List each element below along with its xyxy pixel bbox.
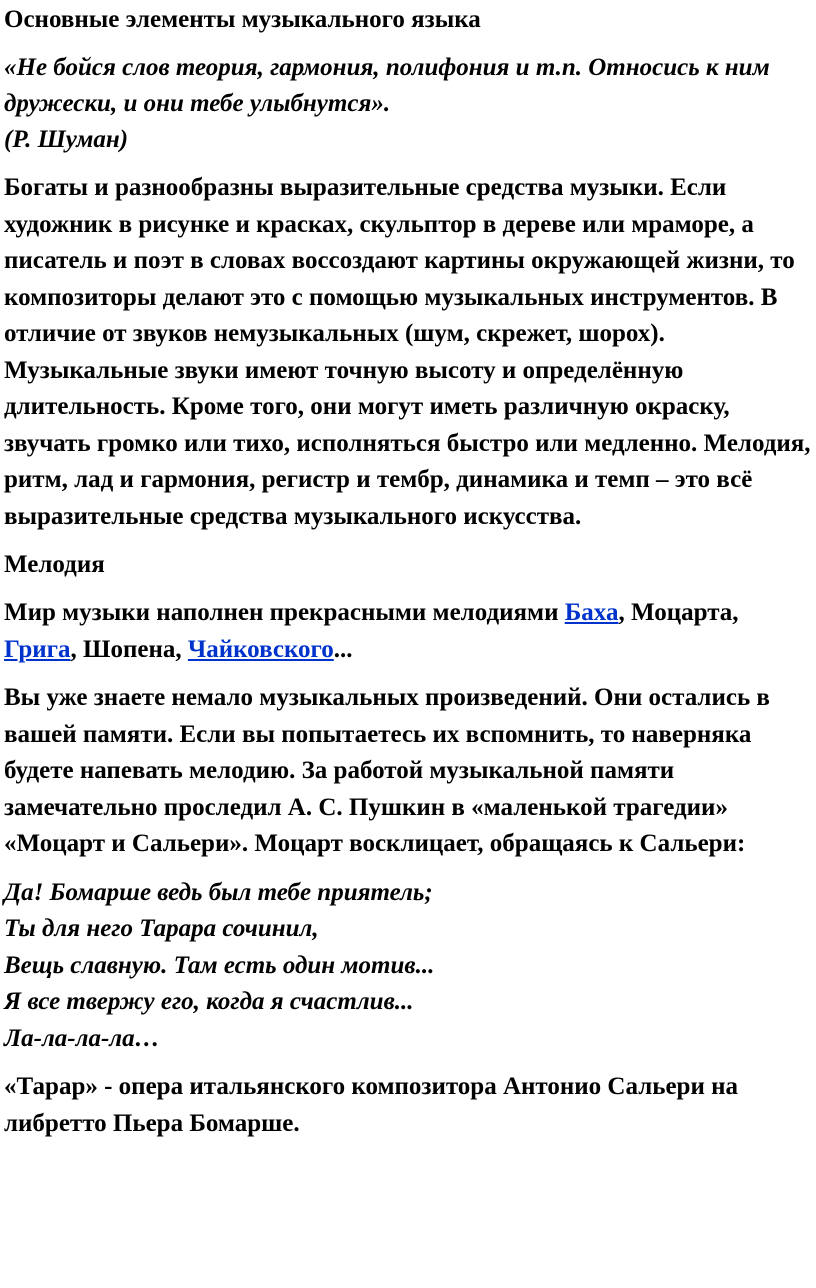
melody-text-4: ...: [333, 635, 353, 663]
melody-text-1: Мир музыки наполнен прекрасными мелодиями: [4, 599, 565, 626]
melody-text-3: , Шопена,: [70, 635, 188, 663]
verse-line: Да! Бомарше ведь был тебе приятель;: [4, 878, 433, 906]
verse-line: Вещь славную. Там есть один мотив...: [4, 951, 435, 979]
epigraph: [4, 50, 816, 158]
pushkin-verse: [4, 875, 816, 1058]
epigraph-author: (Р. Шуман): [4, 126, 129, 153]
verse-line: Ты для него Тарара сочинил,: [4, 915, 319, 942]
tarare-paragraph: «Тарар» - опера итальянского композитора Антонио Сальери на либретто Пьера Бомарше.: [4, 1073, 739, 1137]
memory-paragraph: Вы уже знаете немало музыкальных произведений. Они остались в вашей памяти. Если вы попытаетесь их вспомнить, то наверняка будете напевать мелодию. За работой музыкальной памяти замечательно проследил А. С. Пушкин в «маленькой трагедии» «Моцарт и Сальери». Моцарт восклицает, обращаясь к Сальери:: [4, 684, 770, 857]
melody-paragraph: [4, 595, 816, 668]
intro-paragraph: Богаты и разнообразны выразительные средства музыки. Если художник в рисунке и красках, скульптор в дереве или мраморе, а писатель и поэт в словах воссоздают картины окружающей жизни, то композиторы делают это с помощью музыкальных инструментов. В отличие от звуков немузыкальных (шум, скрежет, шорох). Музыкальные звуки имеют точную высоту и определённую длительность. Кроме того, они могут иметь различную окраску, звучать громко или тихо, исполняться быстро или медленно. Мелодия, ритм, лад и гармония, регистр и тембр, динамика и темп – это всё выразительные средства музыкального искусства.: [4, 174, 811, 530]
melody-text-2: , Моцарта,: [618, 599, 739, 626]
section-heading-melody: Мелодия: [4, 551, 105, 578]
document-title: Основные элементы музыкального языка: [4, 6, 481, 33]
epigraph-text: «Не бойся слов теория, гармония, полифония и т.п. Относись к ним дружески, и они тебе улыбнутся».: [4, 54, 770, 117]
document-page: [0, 2, 816, 1142]
link-grieg[interactable]: Грига: [4, 635, 71, 663]
link-tchaikovsky[interactable]: Чайковского: [187, 635, 334, 663]
verse-line: Ла-ла-ла-ла…: [4, 1024, 160, 1052]
verse-line: Я все твержу его, когда я счастлив...: [4, 988, 414, 1015]
link-bach[interactable]: Баха: [564, 599, 619, 626]
